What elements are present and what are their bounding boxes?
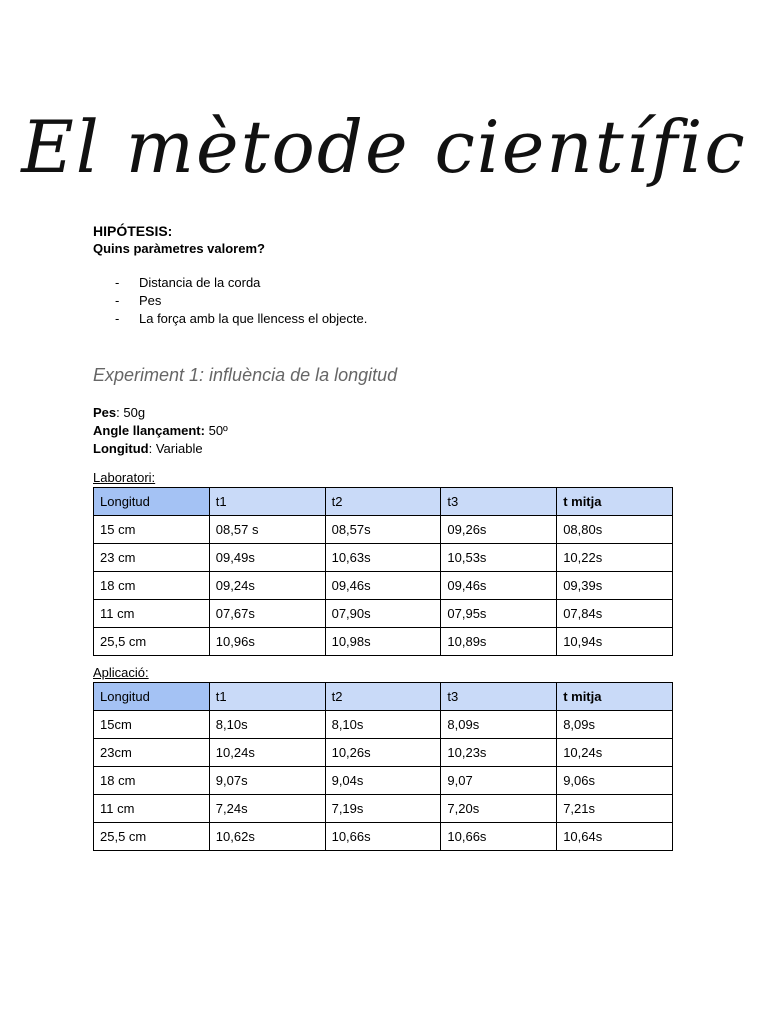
param-value: 50º [208,423,228,438]
param-value: Variable [155,441,203,456]
header-cell: t3 [441,488,557,516]
table-cell: 7,20s [441,795,557,823]
header-cell: t mitja [557,488,673,516]
table-cell: 07,90s [325,600,441,628]
experiment-params [93,404,693,458]
table-cell: 10,98s [325,628,441,656]
table-row [94,711,673,739]
table-cell: 09,24s [209,572,325,600]
param-label: Longitud [93,441,149,456]
table-cell: 11 cm [94,795,210,823]
table-cell: 10,23s [441,739,557,767]
table-cell: 10,22s [557,544,673,572]
table-cell: 15 cm [94,516,210,544]
param-row [93,404,693,422]
table-cell: 09,26s [441,516,557,544]
table-cell: 9,06s [557,767,673,795]
table-row [94,823,673,851]
table-cell: 08,57 s [209,516,325,544]
param-label: Angle llançament: [93,423,205,438]
table-row [94,516,673,544]
table-cell: 10,94s [557,628,673,656]
table-cell: 10,26s [325,739,441,767]
param-row [93,422,693,440]
table-cell: 8,09s [441,711,557,739]
lab-table-label: Laboratori: [93,470,156,485]
document-title [0,98,768,208]
table-cell: 08,57s [325,516,441,544]
table-cell: 10,66s [441,823,557,851]
table-cell: 08,80s [557,516,673,544]
table-cell: 8,09s [557,711,673,739]
table-cell: 09,46s [441,572,557,600]
table-header-row [94,683,673,711]
table-cell: 10,63s [325,544,441,572]
table-cell: 23cm [94,739,210,767]
table-cell: 23 cm [94,544,210,572]
table-cell: 09,49s [209,544,325,572]
table-row [94,628,673,656]
table-cell: 11 cm [94,600,210,628]
table-row [94,544,673,572]
header-cell: t3 [441,683,557,711]
hypothesis-heading: HIPÓTESIS: [93,223,173,239]
header-cell: Longitud [94,488,210,516]
table-cell: 10,62s [209,823,325,851]
table-cell: 9,04s [325,767,441,795]
list-item: - La força amb la que llencess el objecte. [93,310,693,328]
header-cell: t mitja [557,683,673,711]
lab-table [93,487,673,656]
table-cell: 7,19s [325,795,441,823]
header-cell: t1 [209,683,325,711]
table-cell: 10,53s [441,544,557,572]
param-value: 50g [123,405,146,420]
table-cell: 10,89s [441,628,557,656]
param-row [93,440,693,458]
table-header-row [94,488,673,516]
title-text: El mètode científic [21,105,747,189]
list-item: - Pes [93,292,693,310]
table-cell: 10,66s [325,823,441,851]
table-cell: 09,46s [325,572,441,600]
table-cell: 25,5 cm [94,823,210,851]
table-cell: 07,67s [209,600,325,628]
table-cell: 10,64s [557,823,673,851]
experiment-title: Experiment 1: influència de la longitud [93,365,398,385]
table-row [94,600,673,628]
table-cell: 18 cm [94,767,210,795]
table-cell: 8,10s [325,711,441,739]
table-cell: 09,39s [557,572,673,600]
table-cell: 18 cm [94,572,210,600]
table-cell: 7,21s [557,795,673,823]
table-row [94,572,673,600]
table-row [94,795,673,823]
table-cell: 9,07s [209,767,325,795]
header-cell: Longitud [94,683,210,711]
header-cell: t2 [325,683,441,711]
table-cell: 10,96s [209,628,325,656]
table-cell: 15cm [94,711,210,739]
param-sep: : [116,405,124,420]
table-cell: 07,84s [557,600,673,628]
param-label: Pes [93,405,117,420]
table-cell: 10,24s [209,739,325,767]
hypothesis-question: Quins paràmetres valorem? [93,241,265,256]
table-row [94,739,673,767]
table-cell: 8,10s [209,711,325,739]
header-cell: t1 [209,488,325,516]
app-table-label: Aplicació: [93,665,149,680]
table-cell: 25,5 cm [94,628,210,656]
param-sep: : [148,441,156,456]
hypothesis-list [93,274,693,328]
table-row [94,767,673,795]
table-cell: 07,95s [441,600,557,628]
list-item: - Distancia de la corda [93,274,693,292]
header-cell: t2 [325,488,441,516]
app-table [93,682,673,851]
table-cell: 7,24s [209,795,325,823]
table-cell: 10,24s [557,739,673,767]
table-cell: 9,07 [441,767,557,795]
document-body [93,222,693,851]
